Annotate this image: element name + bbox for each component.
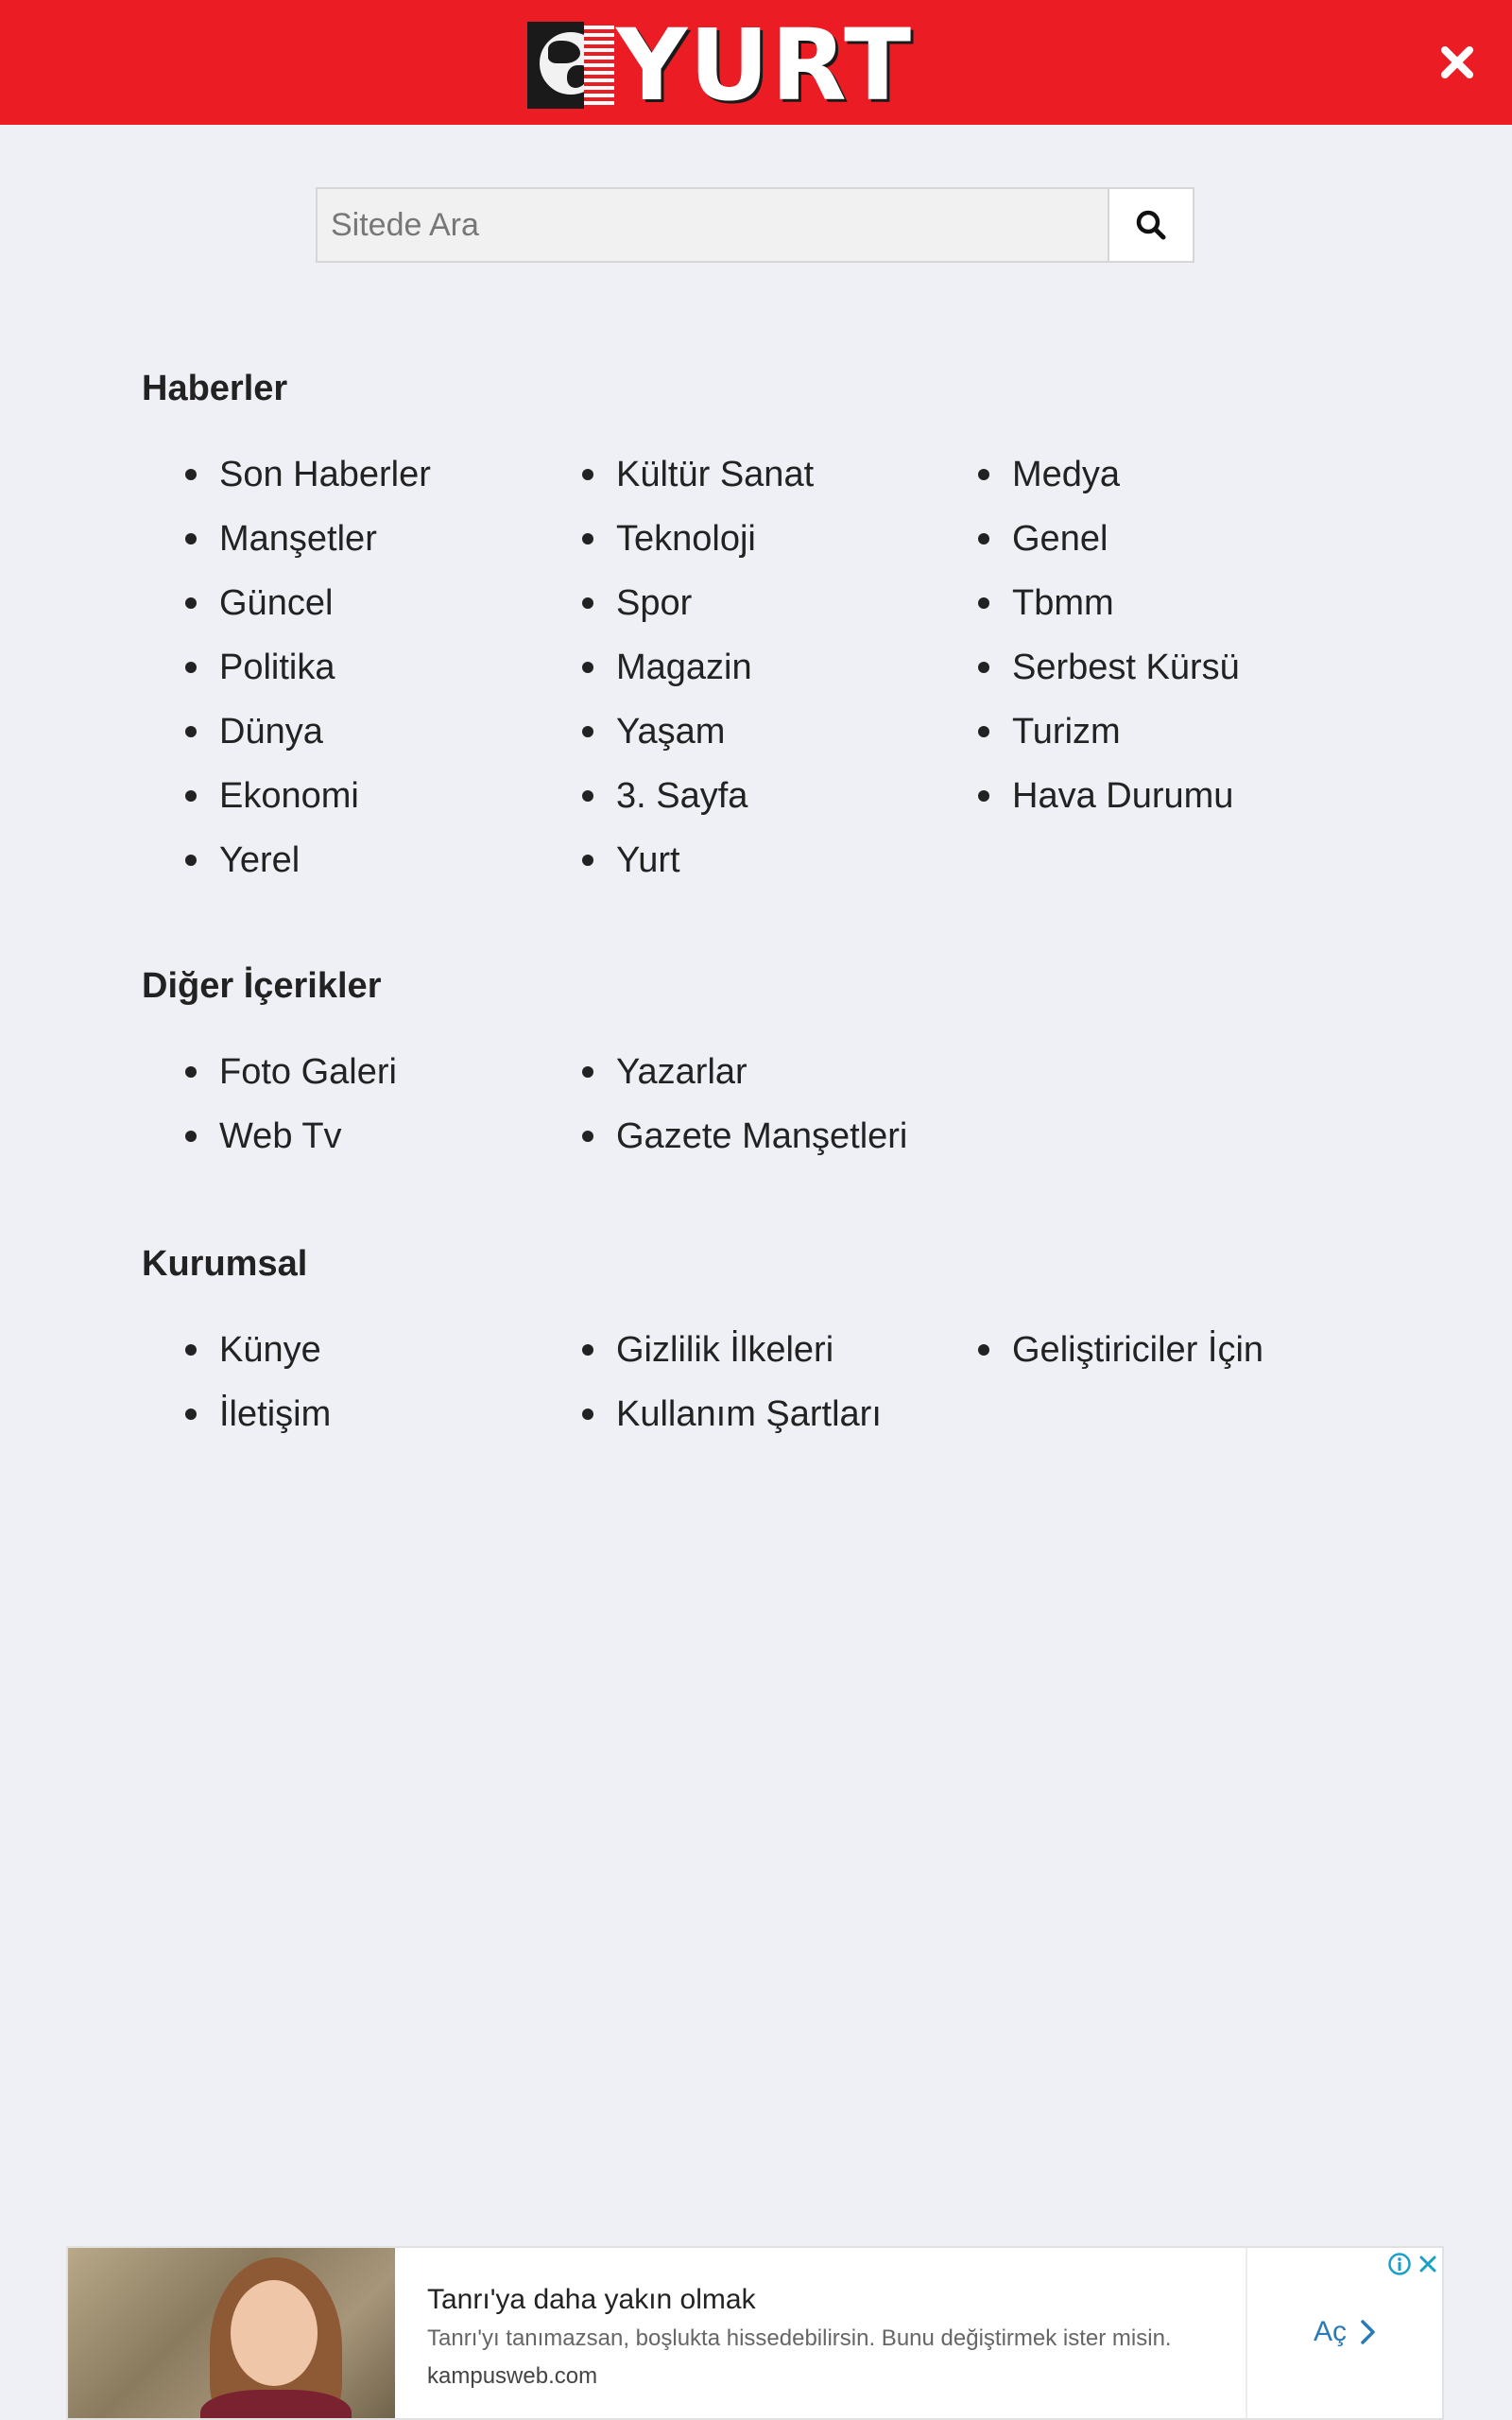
menu-link[interactable]: [185, 1382, 331, 1446]
bullet-icon: [185, 469, 197, 480]
menu-link[interactable]: [978, 700, 1240, 764]
menu-link[interactable]: [978, 507, 1240, 571]
menu-link[interactable]: [582, 764, 814, 828]
menu-link-label: Yazarlar: [616, 1051, 747, 1092]
menu-link[interactable]: [978, 442, 1240, 507]
ad-close-icon[interactable]: [1416, 2252, 1440, 2276]
ad-open-label: Aç: [1314, 2316, 1348, 2347]
menu-link[interactable]: [185, 1318, 331, 1382]
bullet-icon: [185, 533, 197, 544]
logo-text: YURT: [616, 8, 914, 123]
menu-link[interactable]: [185, 442, 431, 507]
bullet-icon: [978, 469, 989, 480]
bullet-icon: [978, 662, 989, 673]
diger-column-1: [185, 1040, 397, 1168]
bullet-icon: [978, 533, 989, 544]
menu-link[interactable]: [582, 1104, 907, 1168]
ad-title[interactable]: Tanrı'ya daha yakın olmak: [427, 2284, 756, 2315]
search-input[interactable]: [318, 189, 1108, 261]
bullet-icon: [582, 1344, 593, 1356]
menu-link-label: Kültür Sanat: [616, 454, 815, 494]
menu-link-label: İletişim: [219, 1393, 332, 1434]
menu-link[interactable]: [185, 1040, 397, 1104]
menu-link[interactable]: [185, 1104, 397, 1168]
kurumsal-column-2: [582, 1318, 882, 1446]
menu-link-label: Geliştiriciler İçin: [1012, 1329, 1264, 1370]
menu-link-label: Künye: [219, 1329, 321, 1370]
bullet-icon: [582, 1066, 593, 1078]
close-menu-button[interactable]: [1436, 42, 1478, 83]
bullet-icon: [582, 662, 593, 673]
bullet-icon: [978, 726, 989, 737]
menu-link[interactable]: [185, 571, 431, 635]
bullet-icon: [582, 533, 593, 544]
bullet-icon: [582, 855, 593, 866]
bullet-icon: [978, 597, 989, 609]
bullet-icon: [978, 790, 989, 802]
section-title-haberler: Haberler: [142, 369, 288, 408]
ad-info-icon[interactable]: [1387, 2252, 1412, 2276]
menu-link-label: Kullanım Şartları: [616, 1393, 882, 1434]
menu-link[interactable]: [582, 1318, 882, 1382]
kurumsal-column-3: [978, 1318, 1263, 1382]
menu-link-label: Yurt: [616, 839, 680, 880]
menu-link[interactable]: [582, 828, 814, 892]
menu-link[interactable]: [582, 700, 814, 764]
menu-link-label: Magazin: [616, 647, 752, 687]
bullet-icon: [582, 597, 593, 609]
menu-link[interactable]: [978, 635, 1240, 700]
bullet-icon: [582, 726, 593, 737]
menu-link-label: Web Tv: [219, 1115, 342, 1156]
haberler-column-3: [978, 442, 1240, 828]
menu-link-label: Yerel: [219, 839, 301, 880]
menu-link-label: Tbmm: [1012, 582, 1114, 623]
bullet-icon: [185, 662, 197, 673]
ad-image[interactable]: [68, 2248, 395, 2420]
bullet-icon: [185, 1344, 197, 1356]
bullet-icon: [185, 1066, 197, 1078]
menu-link[interactable]: [582, 571, 814, 635]
site-search: [316, 187, 1194, 263]
menu-link[interactable]: [185, 700, 431, 764]
menu-link-label: Spor: [616, 582, 693, 623]
bullet-icon: [582, 1131, 593, 1142]
section-title-diger-icerikler: Diğer İçerikler: [142, 966, 382, 1006]
globe-icon: [527, 22, 614, 109]
bullet-icon: [582, 790, 593, 802]
ad-banner[interactable]: [66, 2246, 1444, 2420]
bullet-icon: [978, 1344, 989, 1356]
ad-divider: [1246, 2248, 1247, 2420]
menu-link[interactable]: [978, 764, 1240, 828]
menu-link-label: Güncel: [219, 582, 334, 623]
menu-link-label: 3. Sayfa: [616, 775, 748, 816]
menu-link[interactable]: [185, 764, 431, 828]
menu-link-label: Turizm: [1012, 711, 1121, 752]
menu-link-label: Dünya: [219, 711, 323, 752]
chevron-right-icon: [1358, 2318, 1379, 2346]
menu-link-label: Serbest Kürsü: [1012, 647, 1240, 687]
menu-link[interactable]: [582, 1040, 907, 1104]
site-header: [0, 0, 1512, 125]
kurumsal-column-1: [185, 1318, 331, 1446]
menu-link[interactable]: [582, 507, 814, 571]
bullet-icon: [582, 469, 593, 480]
site-logo[interactable]: [527, 8, 981, 123]
bullet-icon: [185, 790, 197, 802]
menu-link[interactable]: [978, 1318, 1263, 1382]
menu-link-label: Medya: [1012, 454, 1121, 494]
close-icon: [1439, 44, 1475, 80]
ad-open-button[interactable]: [1314, 2316, 1379, 2348]
menu-link-label: Gazete Manşetleri: [616, 1115, 908, 1156]
menu-link-label: Hava Durumu: [1012, 775, 1234, 816]
menu-link-label: Yaşam: [616, 711, 726, 752]
menu-link-label: Genel: [1012, 518, 1108, 559]
menu-link[interactable]: [582, 635, 814, 700]
haberler-column-1: [185, 442, 431, 892]
menu-link[interactable]: [582, 442, 814, 507]
section-title-kurumsal: Kurumsal: [142, 1244, 308, 1284]
ad-domain: kampusweb.com: [427, 2363, 598, 2389]
bullet-icon: [185, 1131, 197, 1142]
menu-link[interactable]: [582, 1382, 882, 1446]
menu-link-label: Foto Galeri: [219, 1051, 397, 1092]
bullet-icon: [582, 1409, 593, 1420]
bullet-icon: [185, 1409, 197, 1420]
ad-description: Tanrı'yı tanımazsan, boşlukta hissedebilirsin. Bunu değiştirmek ister misin.: [427, 2325, 1172, 2351]
menu-link-label: Manşetler: [219, 518, 377, 559]
search-button[interactable]: [1108, 189, 1193, 261]
menu-link[interactable]: [185, 507, 431, 571]
bullet-icon: [185, 726, 197, 737]
menu-link[interactable]: [185, 828, 431, 892]
menu-link[interactable]: [978, 571, 1240, 635]
menu-link[interactable]: [185, 635, 431, 700]
menu-link-label: Gizlilik İlkeleri: [616, 1329, 834, 1370]
haberler-column-2: [582, 442, 814, 892]
menu-link-label: Ekonomi: [219, 775, 359, 816]
bullet-icon: [185, 855, 197, 866]
diger-column-2: [582, 1040, 907, 1168]
menu-link-label: Politika: [219, 647, 335, 687]
menu-link-label: Teknoloji: [616, 518, 756, 559]
menu-link-label: Son Haberler: [219, 454, 431, 494]
bullet-icon: [185, 597, 197, 609]
search-icon: [1135, 209, 1167, 241]
